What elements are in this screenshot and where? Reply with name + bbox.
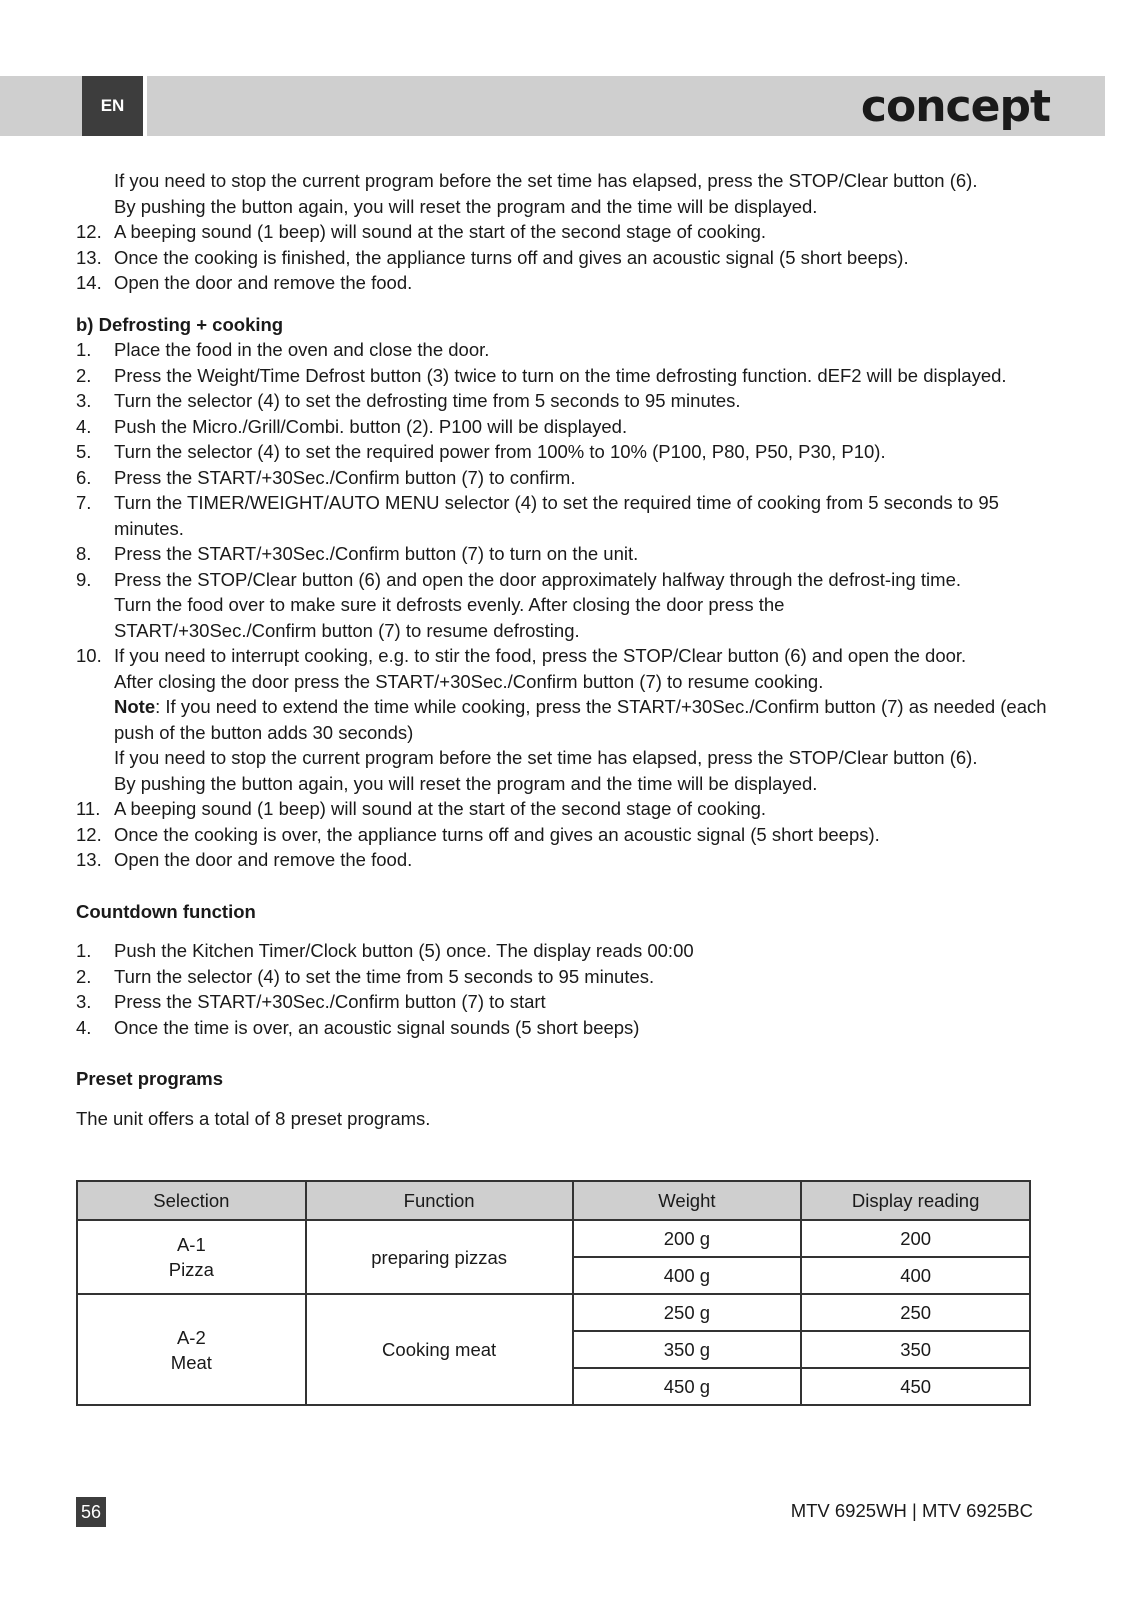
list-item — [76, 796, 1048, 822]
section-heading-countdown: Countdown function — [76, 900, 256, 922]
list-number: 5. — [76, 441, 92, 462]
display-cell: 400 — [801, 1257, 1030, 1294]
list-number: 12. — [76, 221, 102, 242]
presets-intro: The unit offers a total of 8 preset programs. — [76, 1107, 431, 1129]
list-text: Turn the selector (4) to set the time from 5 seconds to 95 minutes. — [114, 965, 655, 987]
list-text: Press the Weight/Time Defrost button (3) twice to turn on the time defrosting function. dEF2 will be displayed. — [114, 364, 1007, 386]
list-number: 11. — [76, 798, 101, 819]
list-number: 2. — [76, 364, 92, 386]
function-cell: Cooking meat — [306, 1294, 573, 1405]
list-item — [76, 439, 1048, 465]
paragraph: If you need to stop the current program before the set time has elapsed, press the STOP/Clear button (6). — [114, 170, 978, 191]
list-text: Once the cooking is over, the appliance turns off and gives an acoustic signal (5 short beeps). — [114, 823, 880, 845]
list-item — [76, 388, 1048, 414]
list-number: 4. — [76, 415, 92, 437]
weight-cell: 400 g — [573, 1257, 802, 1294]
program-code: A-2 — [176, 1326, 206, 1348]
list-item — [76, 822, 1048, 848]
list-text: Once the time is over, an acoustic signal sounds (5 short beeps) — [114, 1016, 640, 1038]
list-item — [76, 964, 1048, 990]
weight-cell: 350 g — [573, 1331, 802, 1368]
page-number: 56 — [76, 1497, 106, 1527]
list-item — [76, 643, 1048, 796]
list-text: Turn the selector (4) to set the defrosting time from 5 seconds to 95 minutes. — [114, 390, 741, 411]
list-text: Open the door and remove the food. — [114, 272, 413, 293]
list-text: Open the door and remove the food. — [114, 849, 413, 870]
intro-list — [76, 219, 1048, 296]
list-number: 10. — [76, 645, 102, 666]
list-item — [76, 989, 1048, 1015]
list-text: Press the START/+30Sec./Confirm button (7) to start — [114, 991, 546, 1012]
language-badge: EN — [82, 76, 147, 136]
list-text: A beeping sound (1 beep) will sound at the start of the second stage of cooking. — [114, 798, 767, 819]
list-item — [76, 363, 1048, 389]
list-number: 1. — [76, 339, 92, 360]
program-name: Pizza — [168, 1259, 214, 1280]
section-heading-presets: Preset programs — [76, 1068, 224, 1089]
list-number: 2. — [76, 965, 92, 987]
list-number: 1. — [76, 940, 92, 961]
weight-cell: 200 g — [573, 1220, 802, 1257]
list-item — [76, 414, 1048, 440]
list-number: 4. — [76, 1016, 92, 1038]
list-text: Press the START/+30Sec./Confirm button (7) to turn on the unit. — [114, 543, 639, 564]
list-text: If you need to stop the current program before the set time has elapsed, press the STOP/Clear button (6). — [114, 747, 978, 768]
list-item — [76, 1015, 1048, 1041]
list-text: Place the food in the oven and close the door. — [114, 339, 490, 360]
list-number: 6. — [76, 466, 92, 488]
list-number: 12. — [76, 823, 102, 845]
column-header: Display reading — [801, 1181, 1030, 1220]
list-item — [76, 465, 1048, 491]
list-number: 13. — [76, 849, 102, 870]
function-cell: preparing pizzas — [306, 1220, 573, 1294]
list-text: A beeping sound (1 beep) will sound at the start of the second stage of cooking. — [114, 221, 767, 242]
list-number: 9. — [76, 568, 92, 590]
column-header: Function — [306, 1181, 573, 1220]
list-text: Turn the selector (4) to set the required power from 100% to 10% (P100, P80, P50, P30, P10). — [114, 441, 886, 462]
list-text: Press the START/+30Sec./Confirm button (7) to confirm. — [114, 466, 576, 488]
list-text: After closing the door press the START/+30Sec./Confirm button (7) to resume cooking. — [114, 670, 824, 692]
preset-programs-table — [76, 1180, 1031, 1406]
display-cell: 200 — [801, 1220, 1030, 1257]
weight-cell: 250 g — [573, 1294, 802, 1331]
list-text: Push the Micro./Grill/Combi. button (2). P100 will be displayed. — [114, 415, 628, 437]
list-item — [76, 541, 1048, 567]
note-paragraph — [114, 694, 1048, 745]
defrost-list — [76, 337, 1048, 873]
list-number: 13. — [76, 246, 102, 268]
list-number: 8. — [76, 543, 92, 564]
section-heading-defrosting: b) Defrosting + cooking — [76, 313, 284, 335]
intro-continuation — [114, 168, 1048, 219]
weight-cell: 450 g — [573, 1368, 802, 1405]
selection-cell — [77, 1220, 306, 1294]
list-text: Push the Kitchen Timer/Clock button (5) once. The display reads 00:00 — [114, 940, 694, 961]
table-row — [77, 1220, 1030, 1257]
display-cell: 350 — [801, 1331, 1030, 1368]
program-name: Meat — [170, 1351, 212, 1373]
list-text: Once the cooking is finished, the appliance turns off and gives an acoustic signal (5 short beeps). — [114, 246, 909, 268]
list-text: If you need to interrupt cooking, e.g. to stir the food, press the STOP/Clear button (6) and open the door. — [114, 645, 967, 666]
table-row — [77, 1294, 1030, 1331]
list-item — [76, 847, 1048, 873]
paragraph: By pushing the button again, you will reset the program and the time will be displayed. — [114, 195, 818, 217]
list-text: By pushing the button again, you will reset the program and the time will be displayed. — [114, 772, 818, 794]
program-code: A-1 — [176, 1234, 206, 1255]
note-label: Note — [114, 696, 156, 717]
display-cell: 450 — [801, 1368, 1030, 1405]
countdown-list — [76, 938, 1048, 1040]
list-number: 14. — [76, 272, 102, 293]
list-item — [76, 938, 1048, 964]
display-cell: 250 — [801, 1294, 1030, 1331]
table-header-row — [77, 1181, 1030, 1220]
list-number: 3. — [76, 390, 92, 411]
note-text: : If you need to extend the time while cooking, press the START/+30Sec./Confirm button (7) as needed (each push of the button adds 30 seconds) — [114, 696, 1047, 743]
column-header: Selection — [77, 1181, 306, 1220]
list-number: 3. — [76, 991, 92, 1012]
list-item — [76, 245, 1048, 271]
list-number: 7. — [76, 492, 92, 513]
list-item — [76, 490, 1048, 541]
list-text: Turn the TIMER/WEIGHT/AUTO MENU selector (4) to set the required time of cooking from 5 seconds to 95 minutes. — [114, 492, 999, 539]
list-item — [76, 270, 1048, 296]
column-header: Weight — [573, 1181, 802, 1220]
list-item — [76, 567, 1048, 644]
brand-logo: concept — [860, 80, 1050, 132]
list-text: Press the STOP/Clear button (6) and open the door approximately halfway through the defrost-ing time. Turn the food over to make sure it defrosts evenly. After closing the door press the START/+30Sec./Confirm button (7) to resume defrosting. — [114, 568, 962, 641]
list-item — [76, 337, 1048, 363]
manual-content — [76, 168, 1048, 1131]
list-item — [76, 219, 1048, 245]
model-number: MTV 6925WH | MTV 6925BC — [790, 1500, 1033, 1521]
selection-cell — [77, 1294, 306, 1405]
